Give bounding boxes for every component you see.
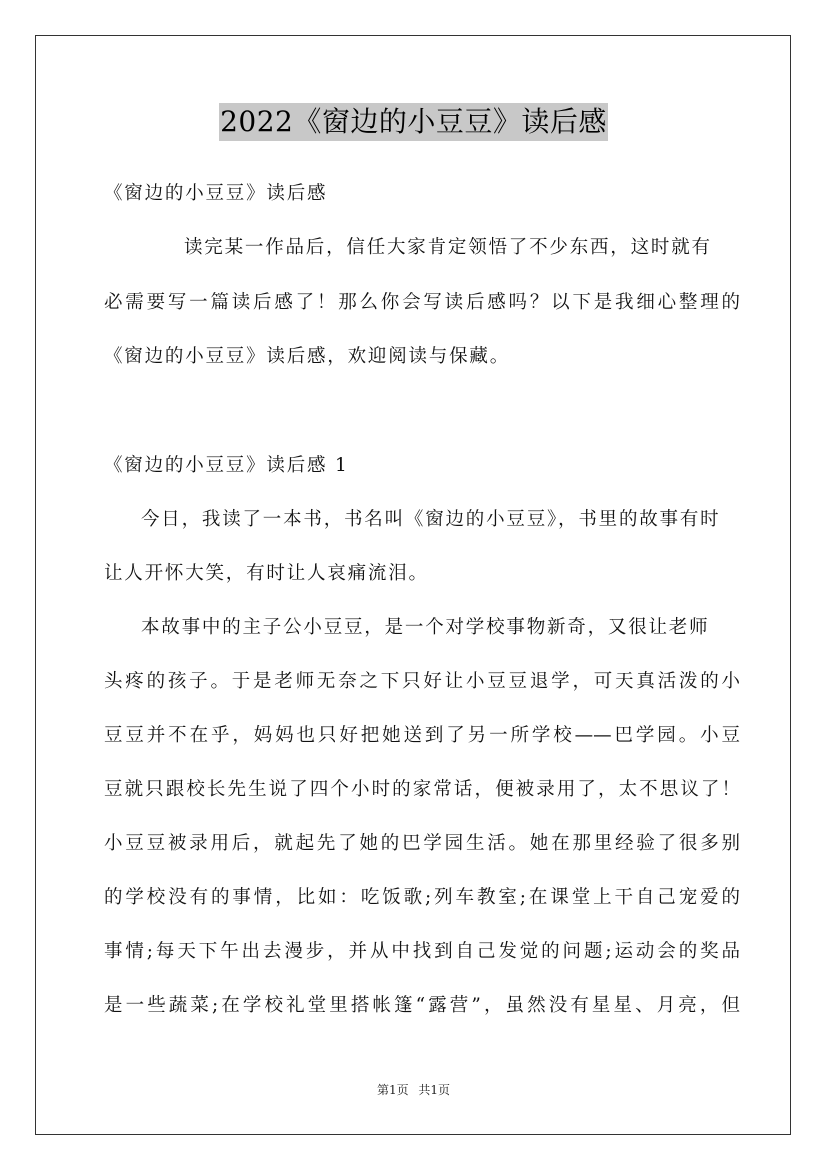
- paragraph-line: 的学校没有的事情，比如：吃饭歌;列车教室;在课堂上干自己宠爱的: [104, 887, 740, 908]
- paragraph-line: 本故事中的主子公小豆豆，是一个对学校事物新奇，又很让老师: [141, 617, 710, 638]
- paragraph-line: 豆就只跟校长先生说了四个小时的家常话，便被录用了，太不思议了！: [104, 779, 740, 800]
- page-total: 共1页: [418, 1083, 451, 1097]
- intro-line: 读完某一作品后，信任大家肯定领悟了不少东西，这时就有: [184, 237, 712, 258]
- intro-line: 必需要写一篇读后感了！那么你会写读后感吗？以下是我细心整理的: [104, 292, 740, 313]
- paragraph-line: 今日，我读了一本书，书名叫《窗边的小豆豆》，书里的故事有时: [141, 509, 721, 530]
- paragraph-line: 事情;每天下午出去漫步，并从中找到自己发觉的问题;运动会的奖品: [104, 941, 740, 962]
- page-footer: [0, 1082, 827, 1098]
- section-heading: 《窗边的小豆豆》读后感 1: [104, 455, 349, 476]
- paragraph-line: 是一些蔬菜;在学校礼堂里搭帐篷“露营”，虽然没有星星、月亮，但: [104, 995, 740, 1016]
- page-number: 第1页: [376, 1083, 409, 1097]
- document-title: 2022《窗边的小豆豆》读后感: [219, 103, 608, 141]
- title-container: [0, 103, 827, 141]
- paragraph-line: 头疼的孩子。于是老师无奈之下只好让小豆豆退学，可天真活泼的小: [104, 671, 740, 692]
- paragraph-line: 让人开怀大笑，有时让人哀痛流泪。: [104, 563, 429, 584]
- paragraph-line: 小豆豆被录用后，就起先了她的巴学园生活。她在那里经验了很多别: [104, 833, 740, 854]
- intro-line: 《窗边的小豆豆》读后感，欢迎阅读与保藏。: [104, 346, 511, 367]
- subtitle: 《窗边的小豆豆》读后感: [104, 183, 328, 204]
- paragraph-line: 豆豆并不在乎，妈妈也只好把她送到了另一所学校——巴学园。小豆: [104, 725, 740, 746]
